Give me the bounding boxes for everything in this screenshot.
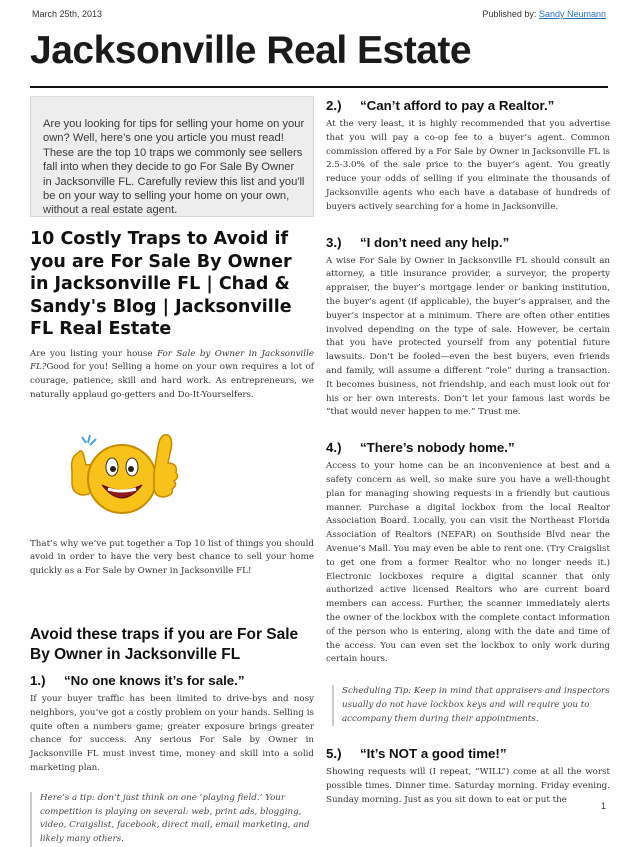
trap-5-title: “It’s NOT a good time!”	[360, 746, 507, 762]
trap-2-title: “Can’t afford to pay a Realtor.”	[360, 98, 555, 113]
section-heading: Avoid these traps if you are For Sale By Owner in Jacksonville FL	[30, 626, 299, 664]
trap-3-body: A wise For Sale by Owner in Jacksonville FL should consult an attorney, a title insurance provider, a surveyor, the property appraiser, the buyer’s mortgage lender or banking institution, the buyer’s agent (if applicable), the buyer’s appraiser, and the buyer’s inspector at a minimum. There are often other entities involved depending on the type of sale. However, be certain that you have protected yourself from any potential future lawsuits. Don’t be fooled—even the best buyers, even friends and family, will assume a different “role” during a transaction. It becomes business, not friendship, and each must look out for his or her own interests. Don’t let your famous last words be “that would never happen to me.” Trust me.	[326, 255, 610, 418]
tip-callout-1: Here’s a tip: don’t just think on one ‘playing field.’ Your competition is playing on several: web, print ads, blogging, video, Craigslist, facebook, direct mail, email marketing, and likely many others.	[30, 792, 314, 847]
trap-4-body: Access to your home can be an inconvenience at best and a safety concern as well, so make sure you have a well-thought plan for managing showing requests in a friendly but cautious manner. Purchase a digital lockbox from the local Realtor Association Board. Locally, you can visit the Northeast Florida Association of Realtors (NEFAR) on Southside Blvd near the Avenue’s Mall. You may even be able to rent one. (Try Craigslist to get one from a former Realtor who no longer needs it.) Electronic lockboxes require a digital scanner that only authorized active licensed Realtors who are current board members can access. Further, the scanner immediately alerts the owner of the lockbox with the complete contact information of the person who is entering, along with the date and time of the access. You can even set the lockbox to only work during certain hours.	[326, 461, 610, 665]
trap-4-title: “There’s nobody home.”	[360, 440, 515, 456]
trap-5-heading	[326, 746, 610, 761]
trap-2-body: At the very least, it is highly recommended that you advertise that you will pay a co-op fee to a buyer’s agent. Common commission offered by a For Sale by Owner in Jacksonville FL is 2.5-3.0% of the sale price to the buyer’s agent. You greatly reduce your odds of selling if you eliminate the thousands of Jacksonville agents who each have a database of hundreds of buyers actively searching for a home in Jacksonville.	[326, 119, 610, 212]
article-paragraph-2: That’s why we’ve put together a Top 10 list of things you should avoid in order to have the very best chance to sell your home quickly as a For Sale by Owner in Jacksonville FL!	[30, 538, 314, 577]
published-by	[482, 9, 606, 19]
page-number: 1	[600, 801, 606, 811]
article-image	[30, 403, 314, 538]
paragraph-1-rest: Good for you! Selling a home on your own requires a lot of courage, patience, skill and hard work. As entrepreneurs, we naturally applaud go-getters and Do-It-Yourselfers.	[30, 362, 314, 400]
trap-1-body: If your buyer traffic has been limited to drive-bys and nosy neighbors, you’ve got a costly problem on your hands. Selling is quite often a numbers game; greater exposure brings greater chance for success. Any serious For Sale by Owner in Jacksonville FL must invest time, money and skill into a solid marketing plan.	[30, 694, 314, 774]
title-divider	[30, 86, 608, 88]
right-column	[326, 96, 610, 808]
article-paragraph-1	[30, 348, 314, 403]
trap-1-heading	[30, 673, 314, 688]
trap-4-number: 4.)	[326, 440, 342, 456]
article-title: 10 Costly Traps to Avoid if you are For Sale By Owner in Jacksonville FL | Chad & Sandy's Blog | Jacksonville FL Real Estate	[30, 229, 292, 339]
page-title: Jacksonville Real Estate	[30, 29, 472, 72]
trap-5-body: Showing requests will (I repeat, “WILL”) come at all the worst possible times. Dinner time. Saturday morning. Friday evening. Sunday morning. Just as you sit down to eat or put the	[326, 767, 610, 806]
paragraph-1-lead: Are you listing your house	[30, 348, 157, 359]
trap-3-number: 3.)	[326, 234, 342, 250]
right-thumb-icon	[154, 434, 178, 496]
publish-date: March 25th, 2013	[32, 9, 103, 19]
paragraph-1-emphasis: For Sale by Owner in Jacksonville FL?	[30, 348, 314, 373]
trap-2-number: 2.)	[326, 98, 342, 113]
published-label: Published by:	[482, 9, 537, 19]
trap-5-number: 5.)	[326, 746, 342, 762]
trap-3-heading	[326, 235, 610, 250]
trap-3-title: “I don’t need any help.”	[360, 234, 510, 250]
tip-callout-2: Scheduling Tip: Keep in mind that appraisers and inspectors usually do not have lockbox keys and will require you to accompany them during their appointments.	[332, 685, 610, 726]
left-column	[30, 96, 314, 847]
author-link[interactable]: Sandy Neumann	[538, 9, 606, 19]
trap-1-number: 1.)	[30, 673, 46, 689]
trap-4-heading	[326, 440, 610, 455]
trap-1-title: “No one knows it’s for sale.”	[64, 673, 245, 689]
trap-2-heading	[326, 98, 610, 113]
thumbs-up-smiley-icon	[62, 413, 182, 529]
intro-callout: Are you looking for tips for selling your home on your own? Well, here’s one you article you must read! These are the top 10 traps we commonly see sellers fall into when they decide to go For Sale By Owner in Jacksonville FL. Carefully review this list and you'll be on your way to selling your home on your own, without a real estate agent.	[30, 96, 314, 217]
